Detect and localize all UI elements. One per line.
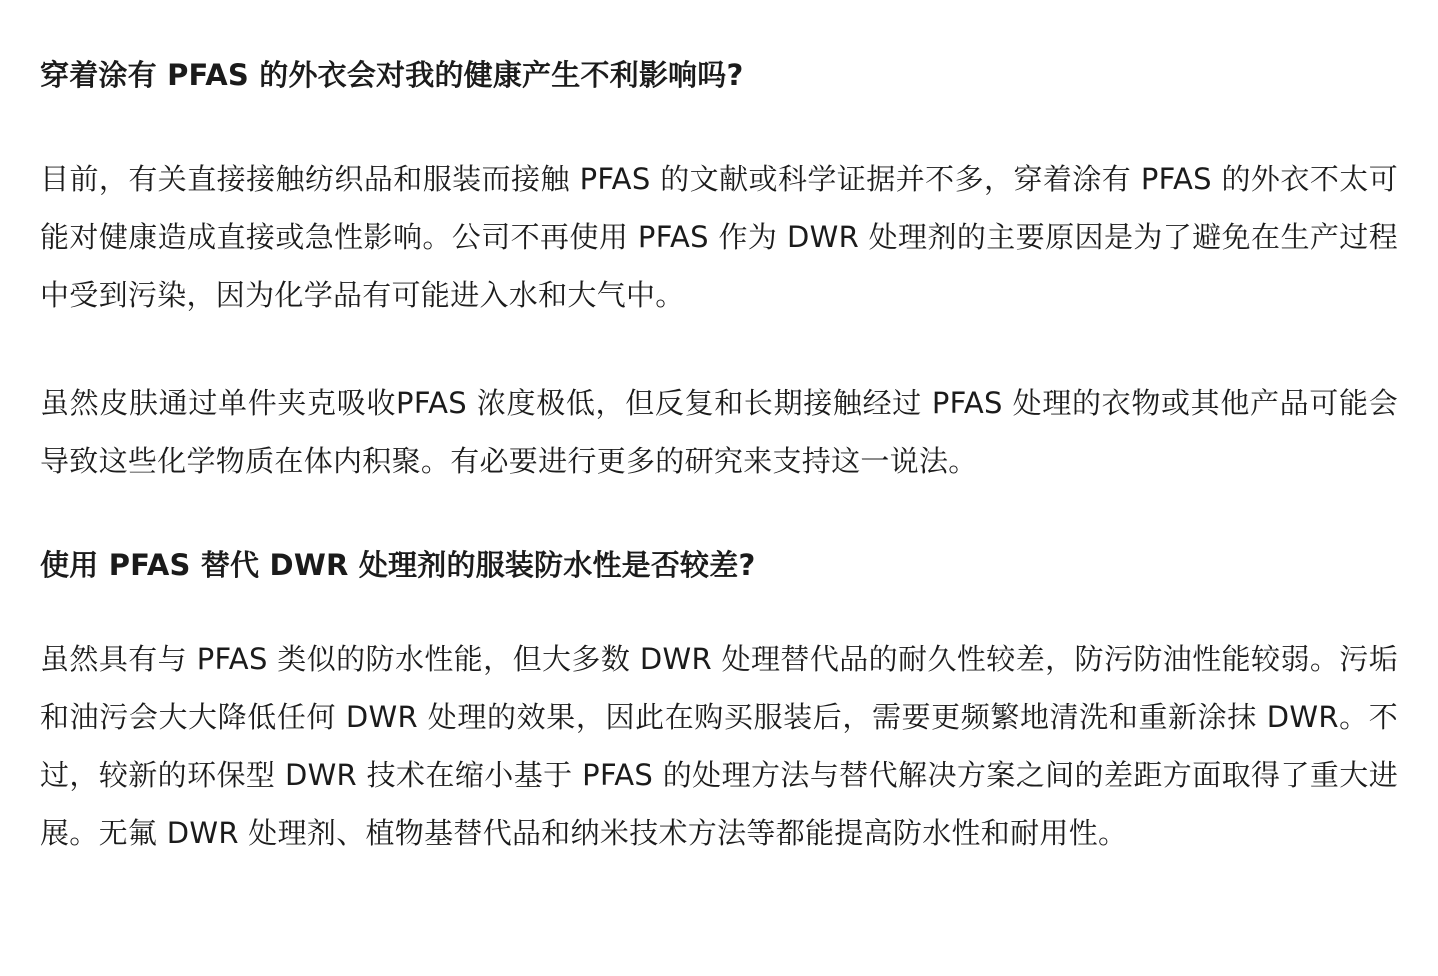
section-heading-health: 穿着涂有 PFAS 的外衣会对我的健康产生不利影响吗?: [40, 58, 744, 92]
paragraph-accumulation: 虽然皮肤通过单件夹克吸收PFAS 浓度极低，但反复和长期接触经过 PFAS 处理的衣物或其他产品可能会导致这些化学物质在体内积聚。有必要进行更多的研究来支持这一说法。: [40, 386, 1398, 478]
paragraph-evidence: 目前，有关直接接触纺织品和服装而接触 PFAS 的文献或科学证据并不多，穿着涂有 PFAS 的外衣不太可能对健康造成直接或急性影响。公司不再使用 PFAS 作为 DWR 处理剂的主要原因是为了避免在生产过程中受到污染，因为化学品有可能进入水和大气中。: [40, 162, 1398, 312]
paragraph-alternatives: 虽然具有与 PFAS 类似的防水性能，但大多数 DWR 处理替代品的耐久性较差，防污防油性能较弱。污垢和油污会大大降低任何 DWR 处理的效果，因此在购买服装后，需要更频繁地清洗和重新涂抹 DWR。不过，较新的环保型 DWR 技术在缩小基于 PFAS 的处理方法与替代解决方案之间的差距方面取得了重大进展。无氟 DWR 处理剂、植物基替代品和纳米技术方法等都能提高防水性和耐用性。: [40, 642, 1398, 850]
section-heading-waterproof: 使用 PFAS 替代 DWR 处理剂的服装防水性是否较差?: [40, 548, 756, 582]
